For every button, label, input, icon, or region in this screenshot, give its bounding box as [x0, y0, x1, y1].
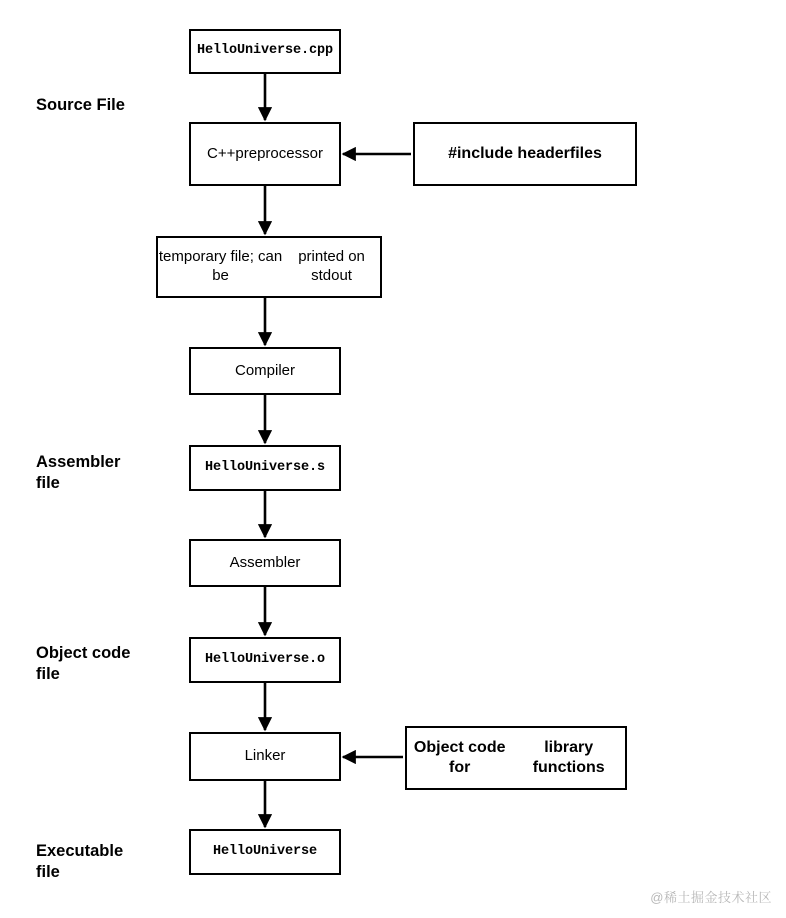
node-hellouniverse-cpp [189, 29, 341, 74]
node-text-line: Compiler [234, 361, 295, 379]
node-text-line: HelloUniverse.s [204, 459, 326, 475]
node-text-line: preprocessor [235, 144, 323, 162]
node-text-line: HelloUniverse.o [204, 651, 326, 667]
node-text-line: temporary file; can be [158, 248, 283, 284]
node-text-line: HelloUniverse.cpp [196, 43, 334, 59]
stage-label-line: Assembler [36, 453, 121, 471]
stage-label-line: Object code [36, 644, 131, 662]
stage-label-line: file [36, 474, 60, 493]
node-linker [189, 732, 341, 781]
node-assembler [189, 539, 341, 587]
node-text-line: Object code for [413, 739, 506, 776]
node-compiler [189, 347, 341, 395]
node-include-header-files [413, 122, 637, 186]
node-text-line: C++ [207, 144, 236, 162]
node-object-code-library [405, 726, 627, 790]
node-text-line: library functions [532, 739, 605, 776]
node-text-line: Assembler [229, 553, 301, 571]
stage-label-line: Source File [36, 96, 125, 114]
stage-label-assembler-file [36, 452, 120, 495]
node-text-line: Linker [244, 747, 286, 765]
node-text-line: HelloUniverse [212, 843, 318, 859]
stage-label-line: file [36, 665, 60, 684]
node-hellouniverse [189, 829, 341, 875]
stage-label-source-file [36, 95, 125, 116]
node-cpp-preprocessor [189, 122, 341, 186]
node-hellouniverse-s [189, 445, 341, 491]
node-temporary-file [156, 236, 382, 298]
node-text-line: #include header [448, 145, 570, 162]
stage-label-object-code-file [36, 643, 130, 686]
node-hellouniverse-o [189, 637, 341, 683]
watermark: @稀土掘金技术社区 [650, 890, 772, 905]
stage-label-executable-file [36, 841, 123, 884]
stage-label-line: file [36, 863, 60, 882]
node-text-line: files [569, 145, 602, 162]
node-text-line: printed on stdout [298, 248, 365, 284]
stage-label-line: Executable [36, 842, 124, 860]
